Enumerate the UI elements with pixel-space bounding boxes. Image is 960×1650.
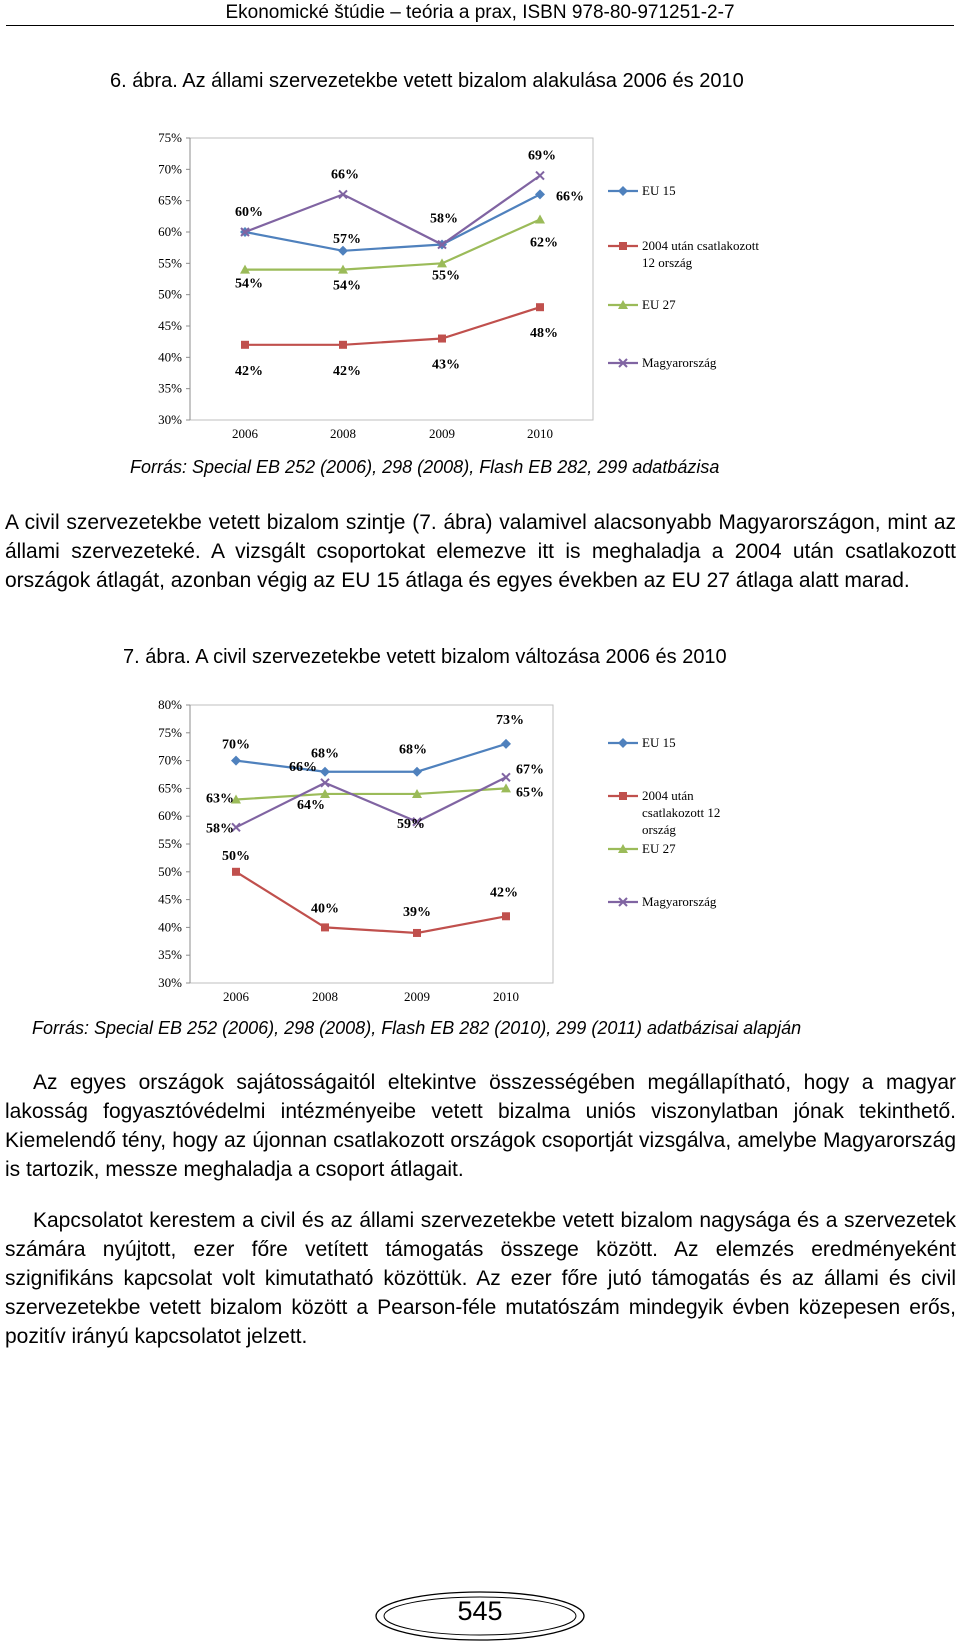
running-header — [0, 0, 960, 26]
y-tick-label: 35% — [158, 380, 182, 396]
data-label: 43% — [432, 357, 460, 373]
x-tick-label: 2010 — [493, 989, 519, 1004]
data-label: 42% — [235, 363, 263, 379]
y-tick-label: 50% — [158, 286, 182, 302]
data-point — [232, 868, 240, 876]
data-label: 73% — [496, 712, 524, 728]
data-label: 69% — [528, 148, 556, 164]
x-tick-label: 2006 — [232, 426, 258, 441]
x-tick-label: 2008 — [330, 426, 356, 441]
data-label: 70% — [222, 737, 250, 753]
data-label: 54% — [235, 276, 263, 292]
legend-marker — [619, 792, 627, 800]
header-text: Ekonomické štúdie – teória a prax, ISBN 978-80-971251-2-7 — [225, 2, 735, 23]
paragraph-3: Kapcsolatot kerestem a civil és az állami szervezetekbe vetett bizalom nagysága és a szervezetek számára nyújtott, ezer főre vetített támogatás összege között. Az elemzés eredményeként szignifikáns kapcsolat volt kimutatható közöttük. Az ezer főre jutó támogatás és az állami és civil szervezetekbe vetett bizalom között a Pearson-féle mutatószám mindegyik évben közepesen erős, pozitív irányú kapcsolatot jelzett. — [5, 1209, 956, 1348]
y-tick-label: 55% — [158, 255, 182, 271]
x-tick-label: 2009 — [404, 989, 430, 1004]
legend-label: 2004 után — [642, 788, 694, 803]
data-label: 66% — [556, 189, 584, 205]
y-tick-label: 40% — [158, 919, 182, 935]
legend-label: 12 ország — [642, 255, 693, 270]
data-label: 66% — [331, 167, 359, 183]
data-label: 50% — [222, 848, 250, 864]
legend-marker — [619, 242, 627, 250]
data-point — [413, 929, 421, 937]
figure6-caption: 6. ábra. Az állami szervezetekbe vetett bizalom alakulása 2006 és 2010 — [110, 70, 744, 92]
data-label: 68% — [311, 746, 339, 762]
y-tick-label: 70% — [158, 161, 182, 177]
legend-label: EU 15 — [642, 183, 676, 198]
data-point — [438, 335, 446, 343]
y-tick-label: 75% — [158, 724, 182, 740]
paragraph-2: Az egyes országok sajátosságaitól eltekintve összességében megállapítható, hogy a magyar lakosság fogyasztóvédelmi intézményeibe vetett bizalma uniós viszonylatban jónak tekinthető. Kiemelendő tény, hogy az újonnan csatlakozott országok csoportját vizsgálva, amelybe Magyarország is tartozik, messze meghaladja a csoport átlagait. — [5, 1071, 956, 1181]
data-point — [536, 303, 544, 311]
data-label: 58% — [206, 821, 234, 837]
data-point — [321, 923, 329, 931]
data-label: 54% — [333, 278, 361, 294]
paragraph-1: A civil szervezetekbe vetett bizalom szintje (7. ábra) valamivel alacsonyabb Magyarországon, mint az állami szervezeteké. A vizsgált csoportokat elemezve itt is meghaladja a 2004 után csatlakozott országok átlagát, azonban végig az EU 15 átlaga és egyes években az EU 27 átlaga alatt marad. — [5, 511, 956, 592]
x-tick-label: 2006 — [223, 989, 249, 1004]
y-tick-label: 50% — [158, 863, 182, 879]
figure6-chart — [140, 125, 780, 455]
data-label: 68% — [399, 742, 427, 758]
legend-label: csatlakozott 12 — [642, 805, 721, 820]
y-tick-label: 70% — [158, 752, 182, 768]
figure7-chart — [140, 693, 780, 1015]
data-label: 40% — [311, 901, 339, 917]
figure7-source: Forrás: Special EB 252 (2006), 298 (2008), Flash EB 282 (2010), 299 (2011) adatbázisai alapján — [32, 1018, 802, 1038]
figure6-source: Forrás: Special EB 252 (2006), 298 (2008), Flash EB 282, 299 adatbázisa — [130, 457, 720, 477]
data-label: 48% — [530, 326, 558, 342]
data-point — [241, 341, 249, 349]
data-label: 39% — [403, 904, 431, 920]
data-label: 60% — [235, 205, 263, 220]
legend-label: 2004 után csatlakozott — [642, 238, 759, 253]
y-tick-label: 65% — [158, 192, 182, 208]
legend-label: EU 27 — [642, 297, 676, 312]
y-tick-label: 30% — [158, 412, 182, 427]
y-tick-label: 35% — [158, 947, 182, 963]
legend-marker — [618, 186, 628, 196]
y-tick-label: 80% — [158, 697, 182, 712]
y-tick-label: 65% — [158, 780, 182, 796]
y-tick-label: 45% — [158, 318, 182, 333]
data-label: 64% — [297, 797, 325, 813]
legend-label: EU 15 — [642, 735, 676, 750]
data-label: 63% — [206, 791, 234, 807]
y-tick-label: 60% — [158, 808, 182, 824]
figure7-caption: 7. ábra. A civil szervezetekbe vetett bizalom változása 2006 és 2010 — [123, 646, 727, 668]
data-label: 66% — [289, 759, 317, 775]
legend-label: ország — [642, 822, 676, 837]
data-point — [339, 341, 347, 349]
x-tick-label: 2009 — [429, 426, 455, 441]
header-rule — [6, 25, 954, 26]
legend-label: Magyarország — [642, 355, 717, 370]
legend-label: EU 27 — [642, 841, 676, 856]
legend-marker — [618, 738, 628, 748]
legend-label: Magyarország — [642, 894, 717, 909]
data-point — [502, 912, 510, 920]
x-tick-label: 2008 — [312, 989, 338, 1004]
y-tick-label: 40% — [158, 349, 182, 365]
data-label: 57% — [333, 231, 361, 247]
x-tick-label: 2010 — [527, 426, 553, 441]
y-tick-label: 30% — [158, 975, 182, 990]
data-label: 42% — [333, 363, 361, 379]
page-number: 545 — [457, 1596, 503, 1626]
y-tick-label: 45% — [158, 891, 182, 907]
y-tick-label: 60% — [158, 224, 182, 239]
data-label: 62% — [530, 235, 558, 251]
data-label: 42% — [490, 885, 518, 901]
data-label: 65% — [516, 785, 544, 801]
data-label: 67% — [516, 762, 544, 778]
data-label: 55% — [432, 268, 460, 284]
y-tick-label: 75% — [158, 130, 182, 145]
y-tick-label: 55% — [158, 836, 182, 851]
data-label: 59% — [397, 816, 425, 832]
data-label: 58% — [430, 211, 458, 227]
